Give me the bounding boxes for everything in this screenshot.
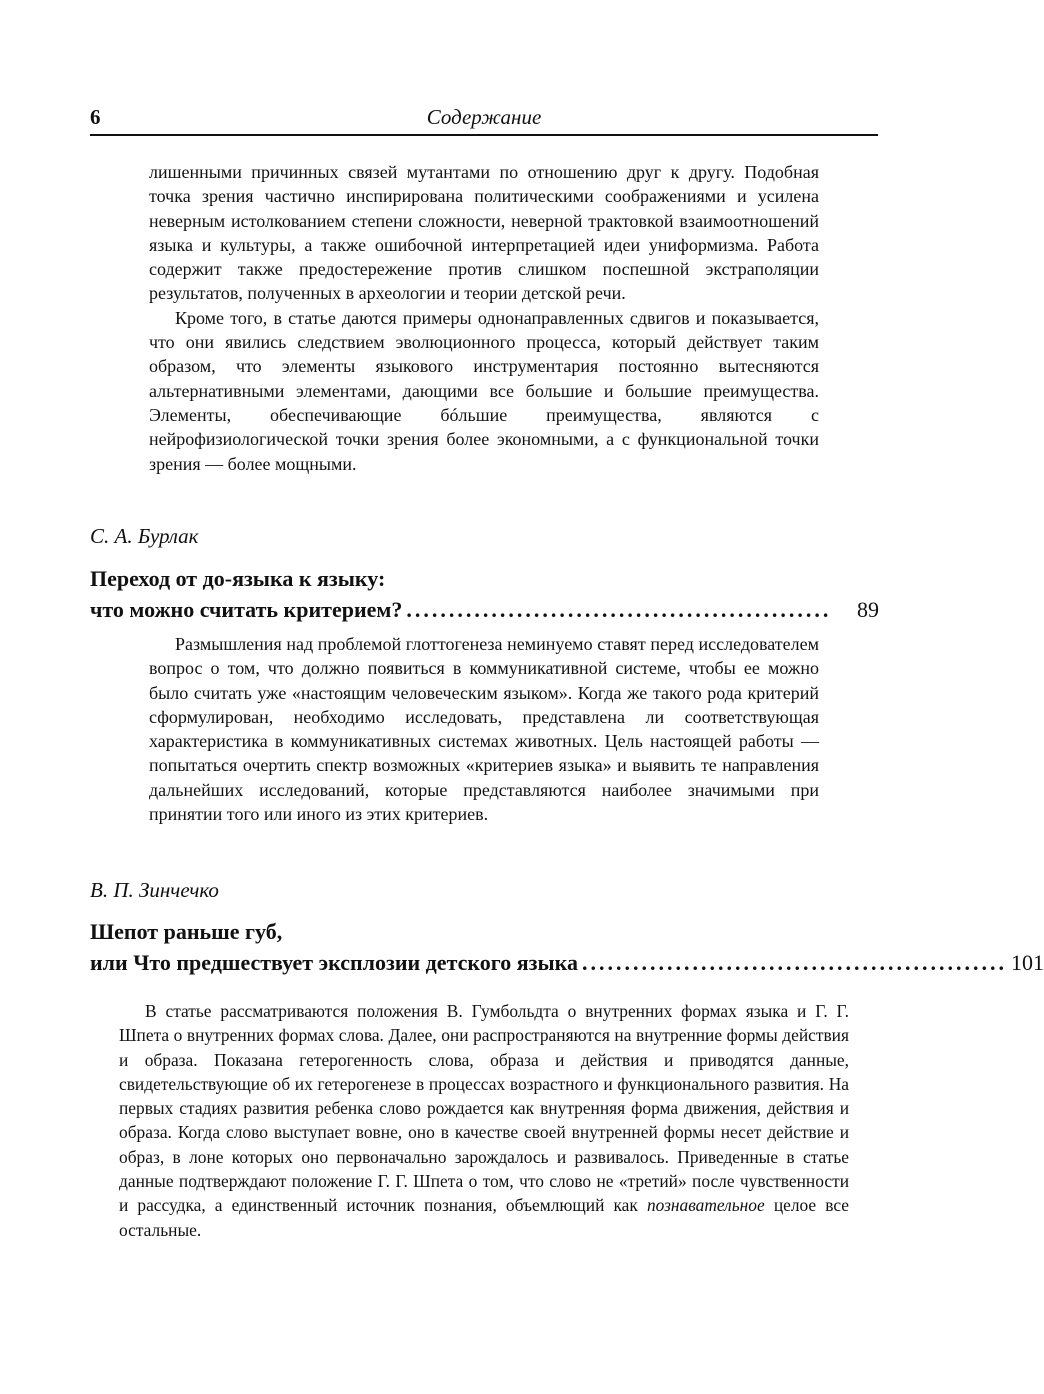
- entry-1-dot-leader: ..................................................: [406, 597, 832, 622]
- running-head: Содержание: [426, 105, 542, 129]
- entry-2-abstract-emphasis: познавательное: [646, 1195, 765, 1216]
- entry-2-abstract-part-1: В статье рассматриваются положения В. Гумбольдта о внутренних формах языка и Г. Г. Шпета о внутренних формах слова. Далее, они распространяются на внутренние формы действия и образа. Показана гетерогенность слова, образа и действия и приводятся данные, свидетельствующие об их гетерогенезе в процессах возрастного и функционального развития. На первых стадиях развития ребенка слово рождается как внутренняя форма движения, действия и образа. Когда слово выступает вовне, оно в качестве своей внутренней формы несет действие и образ, в лоне которых оно первоначально зарождалось и развивалось. Приведенные в статье данные подтверждают положение Г. Г. Шпета о том, что слово не «третий» после чувственности и рассудка, а единственный источник познания, объемлющий как: [119, 1001, 849, 1216]
- entry-2-dot-leader: ..................................................: [582, 950, 1008, 975]
- intro-block: [149, 160, 819, 476]
- entry-2-abstract: [119, 999, 849, 1242]
- entry-2-page-ref: 101: [1011, 950, 1044, 975]
- entry-1-title-line-2-row: [90, 594, 879, 625]
- entry-1-author: С. А. Бурлак: [90, 524, 199, 548]
- entry-1-title[interactable]: [90, 563, 879, 625]
- entry-2-title-line-2: или Что предшествует эксплозии детского языка: [90, 950, 579, 975]
- entry-1-abstract-block: [149, 632, 819, 826]
- entry-2-title-line-1: Шепот раньше губ,: [90, 919, 283, 944]
- entry-2-abstract-block: [119, 999, 849, 1242]
- entry-1-page-ref: 89: [857, 597, 879, 622]
- header-rule: [90, 134, 878, 136]
- intro-paragraph-2: Кроме того, в статье даются примеры однонаправленных сдвигов и показывается, что они явились следствием эволюционного процесса, который действует таким образом, что элементы языкового инструментария постоянно вытесняются альтернативными элементами, дающими все большие и большие преимущества. Элементы, обеспечивающие бóльшие преимущества, являются с нейрофизиологической точки зрения более экономными, а с функциональной точки зрения — более мощными.: [149, 307, 819, 474]
- entry-2-abstract-part-2: целое все остальные.: [119, 1195, 849, 1240]
- entry-1-title-line-1: Переход от до-языка к языку:: [90, 566, 386, 591]
- entry-2-title[interactable]: [90, 916, 1044, 978]
- page-number: 6: [90, 105, 101, 129]
- entry-1-title-line-2: что можно считать критерием?: [90, 597, 403, 622]
- intro-paragraph-1: лишенными причинных связей мутантами по отношению друг к другу. Подобная точка зрения частично инспирирована политическими соображениями и усилена неверным истолкованием степени сложности, неверной трактовкой взаимоотношений языка и культуры, а также ошибочной интерпретацией идеи униформизма. Работа содержит также предостережение против слишком поспешной экстраполяции результатов, полученных в археологии и теории детской речи.: [149, 162, 819, 304]
- entry-2-title-line-2-row: [90, 947, 1044, 978]
- entry-1-abstract: Размышления над проблемой глоттогенеза неминуемо ставят перед исследователем вопрос о том, что должно появиться в коммуникативной системе, чтобы ее можно было считать уже «настоящим человеческим языком». Когда же такого рода критерий сформулирован, необходимо исследовать, представлена ли соответствующая характеристика в коммуникативных системах животных. Цель настоящей работы — попытаться очертить спектр возможных «критериев языка» и выявить те направления дальнейших исследований, которые представляются наиболее значимыми при принятии того или иного из этих критериев.: [149, 634, 819, 825]
- entry-2-author: В. П. Зинчечко: [90, 878, 219, 902]
